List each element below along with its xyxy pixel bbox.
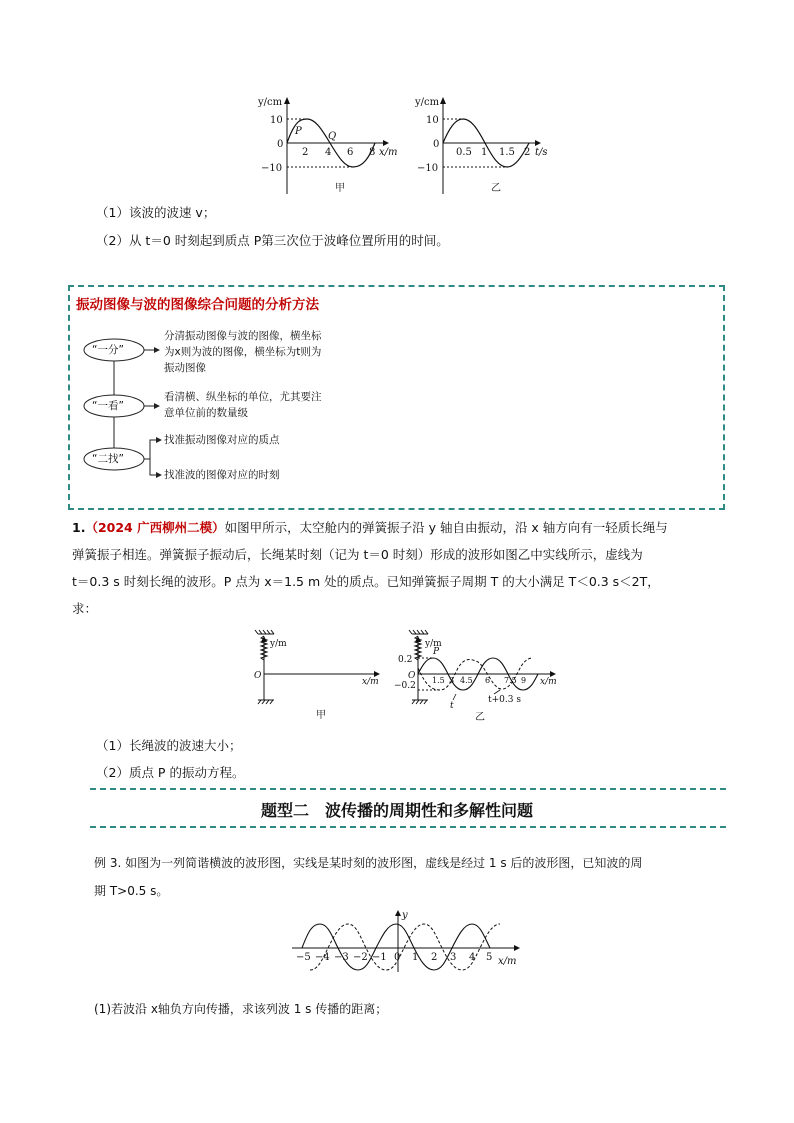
problem-1-text-1: 如图甲所示，太空舱内的弹簧振子沿 y 轴自由振动，沿 x 轴方向有一轻质长绳与	[224, 520, 668, 535]
label-p: P	[295, 126, 302, 137]
node-1-label: “一分”	[92, 344, 124, 356]
section-rule-top	[90, 788, 726, 790]
leader-t2	[494, 690, 500, 694]
leader-t	[453, 694, 456, 700]
xlabel-left: x/m	[379, 147, 398, 158]
arrow-x-right	[535, 140, 541, 146]
ytick-bot-right: −10	[417, 163, 439, 174]
tick-fig3-6: 0	[394, 952, 401, 963]
figure-2	[250, 628, 570, 728]
ytick-top-right: 10	[426, 115, 439, 126]
tick-fig3-11: 5	[486, 952, 493, 963]
tick-fig3-1: −5	[296, 952, 311, 963]
node-2-text-a: 看清横、纵坐标的单位，尤其要注	[164, 391, 322, 403]
problem-1-number: 1.	[72, 520, 86, 535]
node-1-text-c: 振动图像	[164, 362, 206, 374]
figure-1-svg	[255, 92, 565, 200]
tick-fig3-5: −1	[372, 952, 387, 963]
xtick-fig2-6: 9	[521, 676, 527, 685]
ylabel-left: y/cm	[258, 97, 283, 108]
xtick-fig2-4: 6	[485, 676, 491, 685]
xtick-right-4: 2	[524, 147, 531, 158]
problem-1-source: （2024 广西柳州二模）	[85, 520, 225, 535]
node-2-label: “一看”	[92, 400, 124, 412]
arrow-3a-head	[156, 437, 162, 443]
ceiling-hatch-right	[409, 630, 428, 634]
node-3-label: “二找”	[92, 453, 124, 465]
figure-1	[255, 92, 565, 200]
label-t: t	[450, 701, 454, 711]
node-3-text-a: 找准振动图像对应的质点	[164, 434, 280, 446]
ylabel-fig3: y	[402, 910, 408, 921]
figure-3	[290, 906, 530, 976]
floor-hatch-right	[412, 700, 427, 704]
ytick-top-left: 10	[270, 115, 283, 126]
xlabel-right: t/s	[535, 147, 548, 158]
xlabel-fig2-left: x/m	[362, 677, 379, 687]
node-1-text-a: 分清振动图像与波的图像，横坐标	[164, 330, 322, 342]
method-summary-box	[68, 285, 725, 510]
xlabel-fig3: x/m	[498, 956, 517, 967]
ceiling-hatch-left	[255, 630, 274, 634]
xtick-left-1: 2	[302, 147, 309, 158]
tick-fig3-10: 4	[469, 952, 476, 963]
caption-fig2-left: 甲	[316, 710, 326, 721]
arrow-3b-head	[156, 472, 162, 478]
node-3-text-b: 找准波的图像对应的时刻	[164, 469, 280, 481]
node-1-text-b: 为x则为波的图像，横坐标为t则为	[164, 346, 322, 358]
xtick-fig2-1: 1.5	[432, 676, 445, 685]
caption-fig2-right: 乙	[475, 712, 485, 723]
problem-1-question-2: （2）质点 P 的振动方程。	[96, 765, 245, 780]
xtick-left-2: 4	[325, 147, 332, 158]
tick-fig3-2: −4	[315, 952, 330, 963]
example-3-line-2: 期 T>0.5 s。	[94, 884, 169, 898]
xtick-fig2-3: 4.5	[460, 676, 473, 685]
caption-left: 甲	[335, 183, 345, 194]
problem-1-question-1: （1）长绳波的波速大小；	[96, 738, 242, 753]
xtick-fig2-2: 3	[449, 676, 455, 685]
figure-2-svg	[250, 628, 570, 728]
label-t2: t+0.3 s	[488, 695, 521, 705]
tick-fig3-4: −2	[353, 952, 368, 963]
question-1-1: （1）该波的波速 v；	[96, 205, 216, 220]
summary-title: 振动图像与波的图像综合问题的分析方法	[76, 297, 319, 313]
xtick-left-3: 6	[347, 147, 354, 158]
origin-fig2-left: O	[254, 671, 262, 681]
xlabel-fig2-right: x/m	[540, 677, 557, 687]
arrow-x-left	[383, 140, 389, 146]
ytick-top-fig2: 0.2	[398, 655, 413, 665]
example-3-question-1: (1)若波沿 x轴负方向传播，求该列波 1 s 传播的距离；	[94, 1002, 388, 1016]
problem-1-line-3: t＝0.3 s 时刻长绳的波形。P 点为 x＝1.5 m 处的质点。已知弹簧振子周期 T 的大小满足 T＜0.3 s＜2T，	[72, 574, 660, 589]
tick-fig3-7: 1	[412, 952, 419, 963]
xtick-left-4: 8	[369, 147, 376, 158]
figure-3-svg	[290, 906, 530, 976]
ytick-zero-right: 0	[433, 139, 440, 150]
xtick-right-2: 1	[481, 147, 488, 158]
question-1-2: （2）从 t＝0 时刻起到质点 P第三次位于波峰位置所用的时间。	[96, 233, 449, 248]
problem-1-line-4: 求：	[72, 601, 98, 616]
problem-1-line-2: 弹簧振子相连。弹簧振子振动后，长绳某时刻（记为 t＝0 时刻）形成的波形如图乙中实线所示，虚线为	[72, 547, 643, 562]
node-2-text-b: 意单位前的数量级	[164, 407, 248, 419]
tick-fig3-8: 2	[431, 952, 438, 963]
ylabel-fig2-right: y/m	[425, 639, 442, 649]
ylabel-fig2-left: y/m	[270, 639, 287, 649]
xtick-fig2-5: 7.5	[504, 676, 517, 685]
caption-right: 乙	[491, 183, 501, 194]
label-q: Q	[328, 131, 337, 142]
ytick-bot-fig2: −0.2	[394, 681, 416, 691]
origin-fig2-right: O	[408, 671, 416, 681]
problem-1-line-1	[72, 519, 668, 537]
section-title: 题型二 波传播的周期性和多解性问题	[260, 801, 533, 820]
arrow-x-fig3	[514, 945, 520, 951]
tick-fig3-3: −3	[334, 952, 349, 963]
ylabel-right: y/cm	[415, 97, 440, 108]
arrow-3a	[144, 440, 158, 459]
label-p-fig2: P	[433, 647, 440, 657]
xtick-right-1: 0.5	[456, 147, 472, 158]
floor-hatch-left	[258, 700, 273, 704]
arrow-2-head	[154, 403, 160, 409]
section-rule-bottom	[90, 826, 726, 828]
xtick-right-3: 1.5	[499, 147, 515, 158]
arrow-y-right	[440, 97, 446, 104]
tick-fig3-9: 3	[450, 952, 457, 963]
arrow-y-fig3	[395, 910, 401, 916]
example-3-line-1: 例 3. 如图为一列简谐横波的波形图，实线是某时刻的波形图，虚线是经过 1 s 后的波形图，已知波的周	[94, 856, 643, 870]
arrow-1-head	[154, 347, 160, 353]
ytick-zero-left: 0	[277, 139, 284, 150]
arrow-y-left	[284, 97, 290, 104]
ytick-bot-left: −10	[261, 163, 283, 174]
